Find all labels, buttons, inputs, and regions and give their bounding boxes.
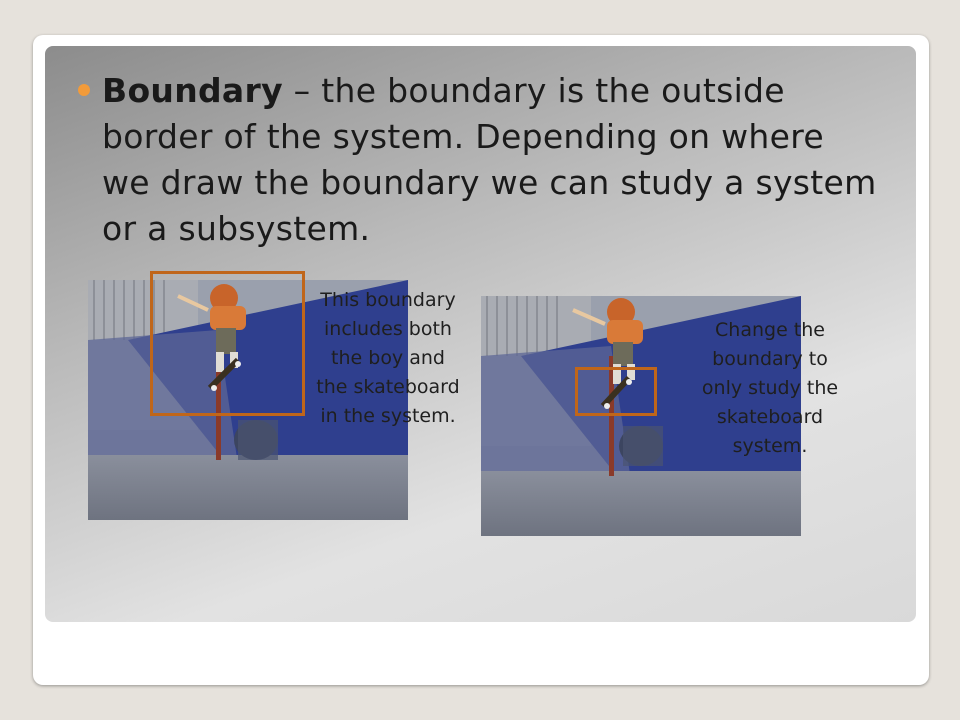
caption-boy-and-skateboard: This boundary includes both the boy and the skateboard in the system. xyxy=(316,289,460,427)
boundary-box-boy-and-skateboard xyxy=(150,271,305,416)
caption-skateboard-only: Change the boundary to only study the skateboard system. xyxy=(701,319,839,457)
bullet-definition: – the boundary is the outside border of the system. Depending on where we draw the boundary we can study a system or a subsystem. xyxy=(102,71,877,248)
bullet-text xyxy=(102,68,882,252)
boundary-box-skateboard-only xyxy=(575,367,657,416)
bullet-dot-icon xyxy=(78,84,90,96)
bullet-term: Boundary xyxy=(102,71,283,110)
